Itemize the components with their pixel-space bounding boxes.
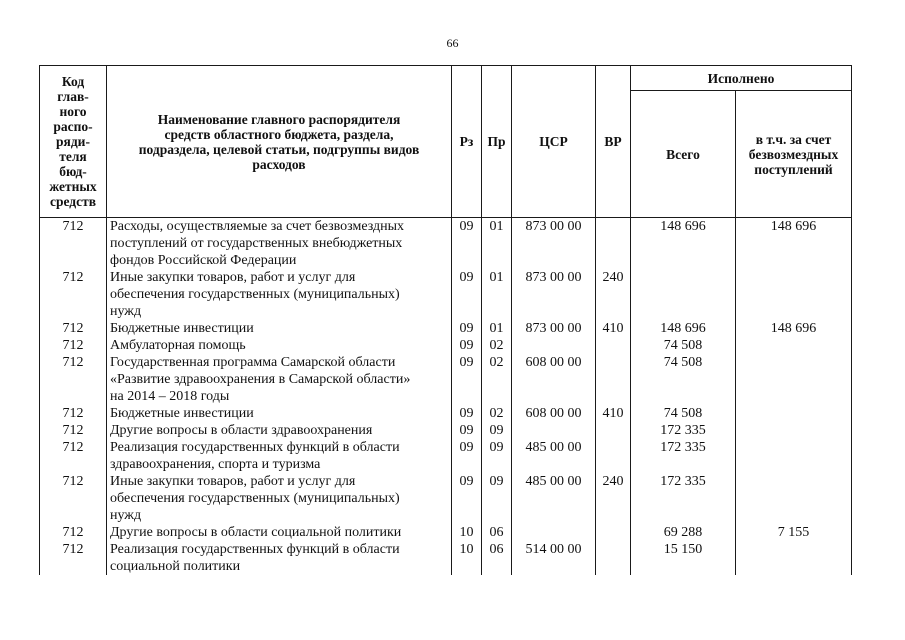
- row-name-line: Расходы, осуществляемые за счет безвозмездных: [110, 219, 405, 234]
- row-rz-cell: 09: [452, 218, 482, 270]
- row-name-line: Иные закупки товаров, работ и услуг для: [110, 474, 356, 489]
- row-name-line: нужд: [110, 304, 142, 319]
- row-code-cell: 712: [40, 422, 107, 439]
- header-code-text: [42, 74, 104, 209]
- row-csr-cell: 873 00 00: [512, 320, 596, 337]
- row-name-cell: [107, 541, 452, 575]
- row-total-cell: 148 696: [631, 218, 736, 270]
- row-total-cell: [631, 269, 736, 320]
- table-row: [40, 439, 852, 473]
- row-vr-cell: 240: [596, 269, 631, 320]
- row-pr-cell: 09: [482, 422, 512, 439]
- row-name-cell: [107, 439, 452, 473]
- row-rz-cell: 09: [452, 354, 482, 405]
- header-free: [736, 91, 852, 218]
- row-csr-cell: [512, 422, 596, 439]
- row-name-line: социальной политики: [110, 559, 241, 574]
- row-code-cell: 712: [40, 473, 107, 524]
- row-csr-cell: [512, 337, 596, 354]
- row-name-line: Реализация государственных функций в области: [110, 542, 400, 557]
- header-rz: Рз: [452, 66, 482, 218]
- table-row: [40, 473, 852, 524]
- row-free-cell: 7 155: [736, 524, 852, 541]
- table-row: [40, 354, 852, 405]
- header-name: [107, 66, 452, 218]
- row-name-line: фондов Российской Федерации: [110, 253, 297, 268]
- table-row: [40, 337, 852, 354]
- row-rz-cell: 09: [452, 439, 482, 473]
- row-vr-cell: 410: [596, 405, 631, 422]
- row-total-cell: 172 335: [631, 439, 736, 473]
- header-code-line: ряди-: [56, 134, 90, 149]
- row-name-line: Амбулаторная помощь: [110, 338, 246, 353]
- row-name-cell: [107, 405, 452, 422]
- row-name-line: Иные закупки товаров, работ и услуг для: [110, 270, 356, 285]
- page-number: 66: [446, 36, 459, 50]
- header-code-line: средств: [49, 194, 97, 209]
- row-vr-cell: 240: [596, 473, 631, 524]
- row-vr-cell: [596, 218, 631, 270]
- row-free-cell: [736, 337, 852, 354]
- row-vr-cell: [596, 541, 631, 575]
- row-code-cell: 712: [40, 541, 107, 575]
- row-name-cell: [107, 218, 452, 270]
- row-pr-cell: 01: [482, 218, 512, 270]
- row-pr-cell: 01: [482, 269, 512, 320]
- table-row: [40, 269, 852, 320]
- row-name-line: Другие вопросы в области здравоохранения: [110, 423, 373, 438]
- row-name-line: поступлений от государственных внебюджетных: [110, 236, 403, 251]
- row-csr-cell: 608 00 00: [512, 405, 596, 422]
- row-total-cell: 172 335: [631, 422, 736, 439]
- row-csr-cell: 485 00 00: [512, 473, 596, 524]
- row-free-cell: [736, 354, 852, 405]
- row-name-cell: [107, 422, 452, 439]
- row-rz-cell: 10: [452, 541, 482, 575]
- row-rz-cell: 09: [452, 422, 482, 439]
- row-pr-cell: 06: [482, 541, 512, 575]
- row-free-cell: [736, 269, 852, 320]
- row-pr-cell: 02: [482, 354, 512, 405]
- row-name-cell: [107, 473, 452, 524]
- row-code-cell: 712: [40, 354, 107, 405]
- row-rz-cell: 09: [452, 337, 482, 354]
- table-row: [40, 405, 852, 422]
- row-pr-cell: 02: [482, 337, 512, 354]
- table-row: [40, 541, 852, 575]
- table-row: [40, 422, 852, 439]
- row-vr-cell: [596, 337, 631, 354]
- header-name-text: [109, 112, 449, 172]
- header-code-line: распо-: [53, 119, 93, 134]
- row-name-line: «Развитие здравоохранения в Самарской области»: [110, 372, 411, 387]
- header-csr: ЦСР: [512, 66, 596, 218]
- header-code-line: ного: [59, 104, 87, 119]
- row-name-line: обеспечения государственных (муниципальных): [110, 491, 400, 506]
- row-total-cell: 74 508: [631, 405, 736, 422]
- row-csr-cell: 873 00 00: [512, 269, 596, 320]
- row-vr-cell: [596, 422, 631, 439]
- row-csr-cell: 485 00 00: [512, 439, 596, 473]
- row-csr-cell: 873 00 00: [512, 218, 596, 270]
- row-vr-cell: [596, 439, 631, 473]
- header-name-line: Наименование главного распорядителя: [157, 111, 401, 127]
- row-name-line: Бюджетные инвестиции: [110, 406, 254, 421]
- row-pr-cell: 09: [482, 473, 512, 524]
- row-name-line: обеспечения государственных (муниципальных): [110, 287, 400, 302]
- table-header: [40, 66, 852, 218]
- row-free-cell: [736, 405, 852, 422]
- row-free-cell: [736, 422, 852, 439]
- row-pr-cell: 02: [482, 405, 512, 422]
- header-code-line: жетных: [49, 179, 97, 194]
- row-vr-cell: [596, 524, 631, 541]
- header-free-line: в т.ч. за счет: [755, 131, 832, 147]
- row-name-line: Другие вопросы в области социальной политики: [110, 525, 402, 540]
- header-name-line: расходов: [252, 156, 306, 172]
- header-code-line: глав-: [57, 89, 89, 104]
- row-code-cell: 712: [40, 439, 107, 473]
- header-name-line: средств областного бюджета, раздела,: [164, 126, 394, 142]
- row-name-cell: [107, 269, 452, 320]
- budget-expenditure-table: [39, 65, 852, 575]
- header-pr: Пр: [482, 66, 512, 218]
- header-free-line: поступлений: [754, 161, 833, 177]
- row-name-line: Государственная программа Самарской области: [110, 355, 396, 370]
- row-csr-cell: [512, 524, 596, 541]
- row-name-cell: [107, 524, 452, 541]
- row-rz-cell: 09: [452, 320, 482, 337]
- row-name-line: Бюджетные инвестиции: [110, 321, 254, 336]
- row-name-line: здравоохранения, спорта и туризма: [110, 457, 321, 472]
- header-free-line: безвозмездных: [748, 146, 839, 162]
- row-pr-cell: 06: [482, 524, 512, 541]
- table-row: [40, 524, 852, 541]
- header-total: Всего: [631, 91, 736, 218]
- row-code-cell: 712: [40, 524, 107, 541]
- header-vr: ВР: [596, 66, 631, 218]
- row-vr-cell: [596, 354, 631, 405]
- row-rz-cell: 09: [452, 473, 482, 524]
- header-name-line: подраздела, целевой статьи, подгруппы видов: [138, 141, 420, 157]
- row-name-line: Реализация государственных функций в области: [110, 440, 400, 455]
- row-name-cell: [107, 320, 452, 337]
- header-code-line: бюд-: [59, 164, 87, 179]
- row-total-cell: 74 508: [631, 354, 736, 405]
- row-rz-cell: 10: [452, 524, 482, 541]
- row-code-cell: 712: [40, 337, 107, 354]
- header-code-line: теля: [59, 149, 87, 164]
- row-total-cell: 172 335: [631, 473, 736, 524]
- row-rz-cell: 09: [452, 269, 482, 320]
- row-name-line: на 2014 – 2018 годы: [110, 389, 230, 404]
- row-rz-cell: 09: [452, 405, 482, 422]
- row-code-cell: 712: [40, 218, 107, 270]
- table-body: [40, 218, 852, 576]
- row-code-cell: 712: [40, 405, 107, 422]
- row-total-cell: 74 508: [631, 337, 736, 354]
- row-pr-cell: 09: [482, 439, 512, 473]
- row-free-cell: [736, 473, 852, 524]
- row-csr-cell: 608 00 00: [512, 354, 596, 405]
- row-vr-cell: 410: [596, 320, 631, 337]
- row-free-cell: 148 696: [736, 218, 852, 270]
- header-free-text: [738, 132, 849, 177]
- row-code-cell: 712: [40, 320, 107, 337]
- row-total-cell: 15 150: [631, 541, 736, 575]
- row-free-cell: [736, 541, 852, 575]
- row-name-cell: [107, 337, 452, 354]
- header-code: [40, 66, 107, 218]
- row-code-cell: 712: [40, 269, 107, 320]
- row-free-cell: [736, 439, 852, 473]
- row-name-cell: [107, 354, 452, 405]
- row-csr-cell: 514 00 00: [512, 541, 596, 575]
- row-total-cell: 69 288: [631, 524, 736, 541]
- row-name-line: нужд: [110, 508, 142, 523]
- table-row: [40, 320, 852, 337]
- table-row: [40, 218, 852, 270]
- row-total-cell: 148 696: [631, 320, 736, 337]
- header-code-line: Код: [61, 74, 85, 89]
- row-free-cell: 148 696: [736, 320, 852, 337]
- header-executed: Исполнено: [631, 66, 852, 91]
- row-pr-cell: 01: [482, 320, 512, 337]
